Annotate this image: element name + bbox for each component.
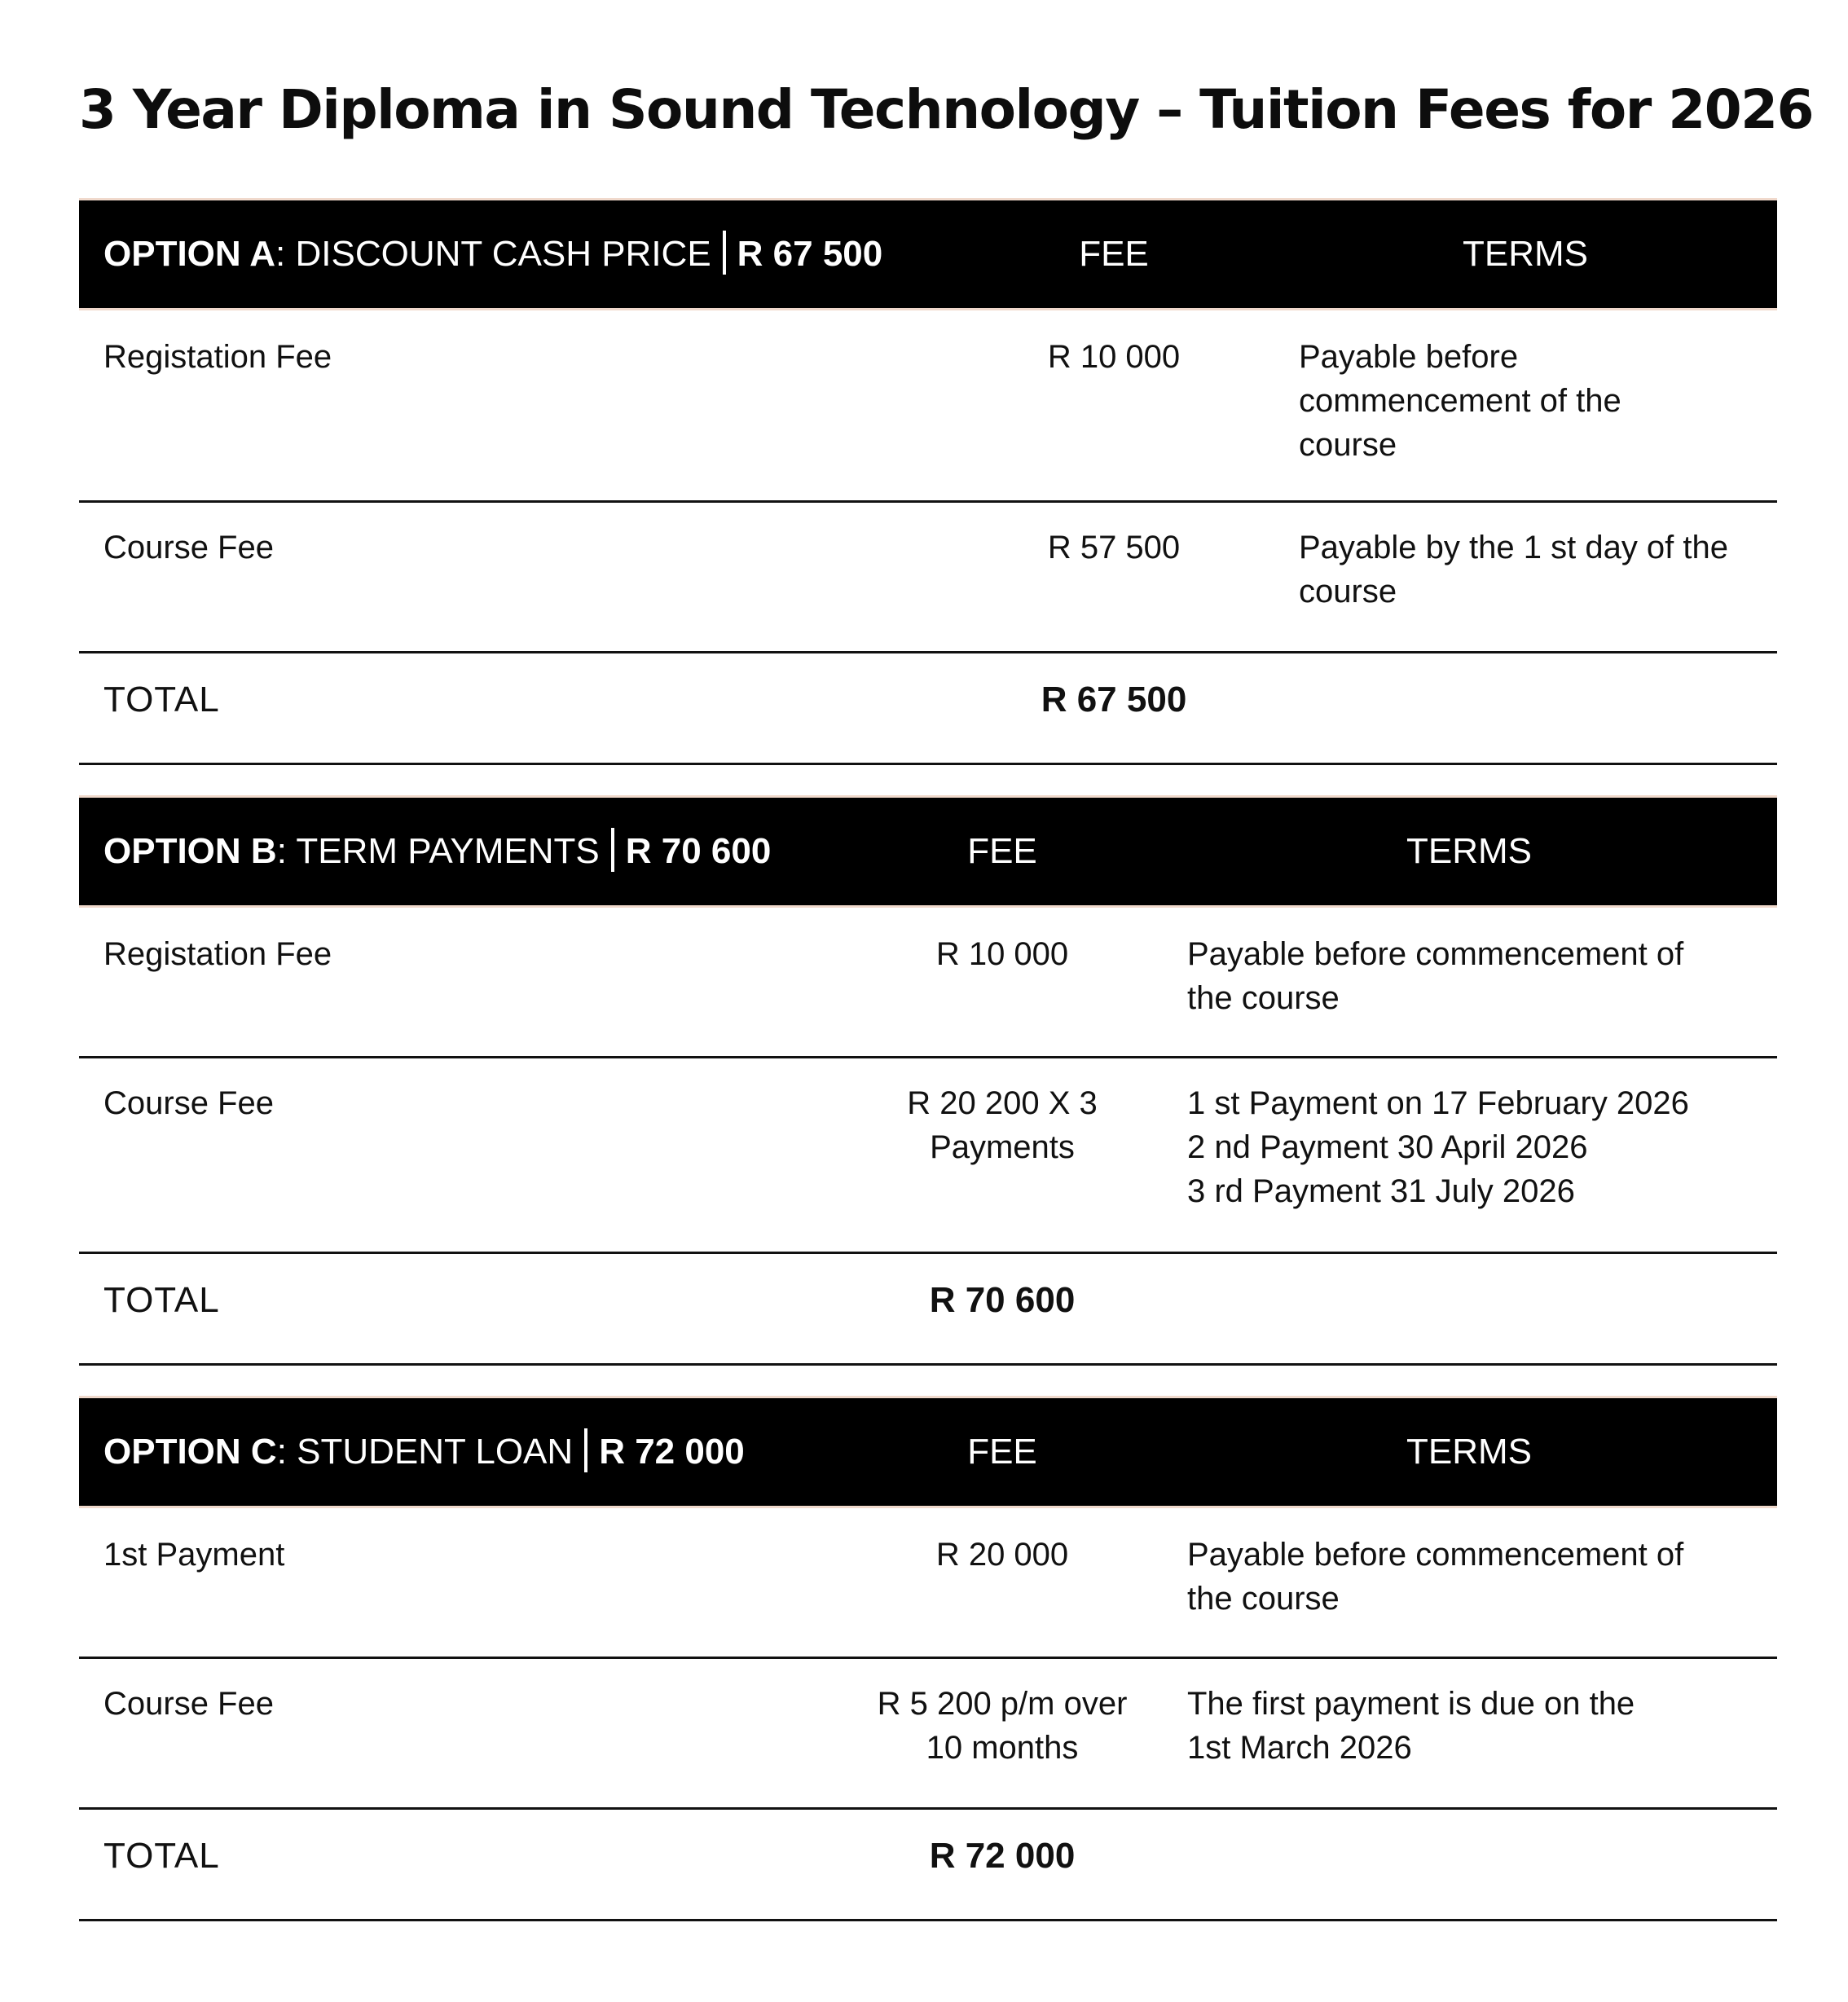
row-fee <box>1048 526 1180 570</box>
fee-line: 10 months <box>926 1730 1079 1766</box>
option-colon: : <box>276 831 287 871</box>
terms-line: Payable before <box>1299 339 1519 375</box>
option-colon: : <box>276 1432 287 1472</box>
option-price: R 67 500 <box>737 234 883 274</box>
terms-line: 1st March 2026 <box>1187 1730 1412 1766</box>
table-row <box>79 1508 1777 1659</box>
fee-line: Payments <box>930 1129 1075 1165</box>
row-label: Registation Fee <box>103 339 332 375</box>
row-terms <box>1299 526 1728 614</box>
row-label: Course Fee <box>103 530 274 565</box>
table-row <box>79 503 1777 653</box>
divider <box>611 828 614 872</box>
row-fee <box>878 1682 1128 1770</box>
fee-line: R 5 200 p/m over <box>877 1686 1128 1722</box>
terms-column-header: TERMS <box>1406 831 1532 871</box>
option-name: DISCOUNT CASH PRICE <box>295 234 711 274</box>
row-fee <box>936 1533 1068 1577</box>
option-colon: : <box>275 234 286 274</box>
terms-line: commencement of the <box>1299 383 1621 419</box>
table-row <box>79 908 1777 1058</box>
fee-table-option-a <box>79 198 1777 765</box>
table-row <box>79 1058 1777 1254</box>
option-letter: OPTION B <box>103 831 277 871</box>
row-terms <box>1187 1682 1635 1770</box>
total-label: TOTAL <box>103 1836 220 1876</box>
terms-column-header: TERMS <box>1463 234 1588 274</box>
total-row <box>79 1254 1777 1366</box>
table-header <box>79 1396 1777 1508</box>
total-label: TOTAL <box>103 1280 220 1320</box>
option-heading <box>103 1398 745 1506</box>
fee-table-option-b <box>79 795 1777 1366</box>
option-name: TERM PAYMENTS <box>296 831 600 871</box>
total-fee: R 67 500 <box>1041 680 1187 719</box>
fee-column-header: FEE <box>967 1432 1037 1472</box>
fee-column-header: FEE <box>967 831 1037 871</box>
total-row <box>79 1810 1777 1921</box>
terms-line: course <box>1299 427 1397 463</box>
table-header <box>79 198 1777 310</box>
option-price: R 70 600 <box>625 831 772 871</box>
row-terms <box>1187 1533 1683 1621</box>
terms-line: Payable by the 1 st day of the <box>1299 530 1729 565</box>
fee-line: R 57 500 <box>1047 530 1181 565</box>
terms-line: course <box>1299 574 1397 609</box>
divider <box>723 231 726 275</box>
divider <box>584 1428 587 1472</box>
terms-line: the course <box>1187 980 1340 1016</box>
option-letter: OPTION C <box>103 1432 277 1472</box>
row-label: 1st Payment <box>103 1537 285 1573</box>
row-fee <box>1048 335 1180 379</box>
terms-line: 2 nd Payment 30 April 2026 <box>1187 1129 1588 1165</box>
option-heading <box>103 798 771 905</box>
fee-line: R 20 000 <box>935 1537 1069 1573</box>
row-label: Registation Fee <box>103 936 332 972</box>
terms-line: the course <box>1187 1581 1340 1617</box>
total-label: TOTAL <box>103 680 220 719</box>
option-letter: OPTION A <box>103 234 276 274</box>
option-heading <box>103 200 882 308</box>
option-price: R 72 000 <box>599 1432 745 1472</box>
terms-line: Payable before commencement of <box>1187 936 1684 972</box>
fee-line: R 10 000 <box>935 936 1069 972</box>
terms-line: 1 st Payment on 17 February 2026 <box>1187 1085 1689 1121</box>
row-terms <box>1187 932 1683 1020</box>
option-name: STUDENT LOAN <box>297 1432 574 1472</box>
table-header <box>79 795 1777 908</box>
total-fee: R 72 000 <box>929 1836 1076 1876</box>
fee-column-header: FEE <box>1079 234 1149 274</box>
row-terms <box>1299 335 1621 467</box>
fee-table-option-c <box>79 1396 1777 1921</box>
row-label: Course Fee <box>103 1085 274 1121</box>
table-row <box>79 310 1777 503</box>
total-fee: R 70 600 <box>929 1280 1076 1320</box>
total-row <box>79 653 1777 765</box>
fee-line: R 10 000 <box>1047 339 1181 375</box>
row-terms <box>1187 1081 1689 1213</box>
row-fee <box>936 932 1068 976</box>
terms-line: The first payment is due on the <box>1187 1686 1635 1722</box>
terms-line: 3 rd Payment 31 July 2026 <box>1187 1173 1575 1209</box>
fee-line: R 20 200 X 3 <box>907 1085 1098 1121</box>
table-row <box>79 1659 1777 1810</box>
terms-column-header: TERMS <box>1406 1432 1532 1472</box>
row-label: Course Fee <box>103 1686 274 1722</box>
page-title: 3 Year Diploma in Sound Technology – Tuition Fees for 2026 <box>79 78 1813 141</box>
row-fee <box>907 1081 1098 1169</box>
terms-line: Payable before commencement of <box>1187 1537 1684 1573</box>
